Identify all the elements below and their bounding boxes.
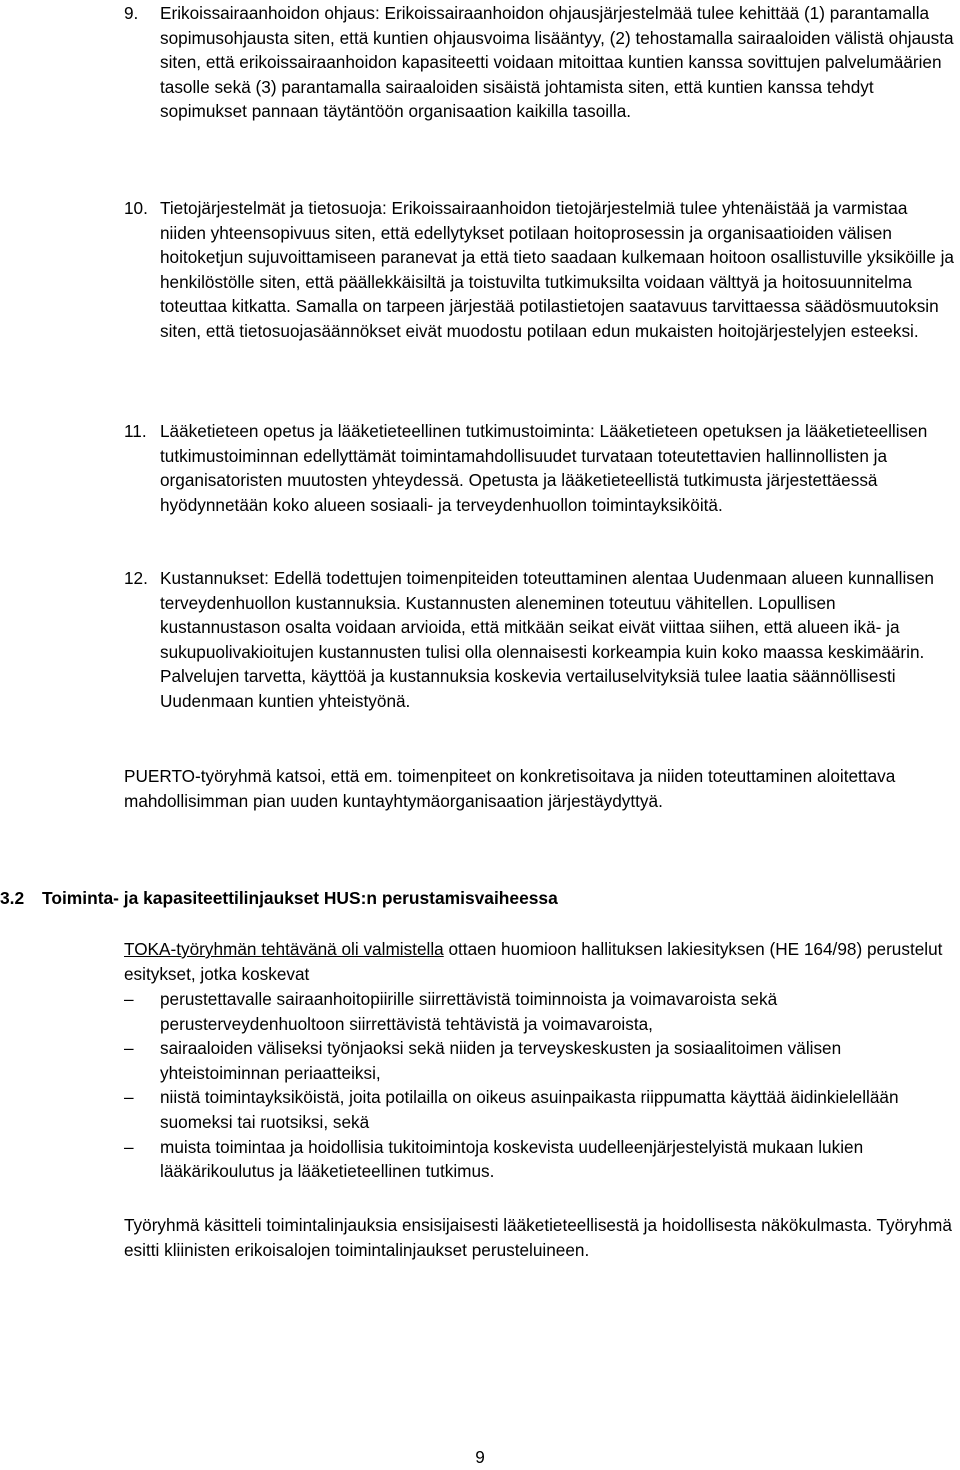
list-item-11 xyxy=(124,419,956,517)
dash-item-text: niistä toimintayksiköistä, joita potilailla on oikeus asuinpaikasta riippumatta käyttää äidinkielellään suomeksi tai ruotsiksi, sekä xyxy=(160,1087,899,1132)
dash-item-text: perustettavalle sairaanhoitopiirille siirrettävistä toiminnoista ja voimavaroista sekä perusterveydenhuoltoon siirrettävistä tehtävistä ja voimavaroista, xyxy=(160,989,778,1034)
dash-list-item xyxy=(124,1135,956,1184)
list-item-10 xyxy=(124,196,956,344)
closing-paragraph: Työryhmä käsitteli toimintalinjauksia ensisijaisesti lääketieteellisestä ja hoidollisesta näkökulmasta. Työryhmä esitti kliinisten erikoisalojen toimintalinjaukset perusteluineen. xyxy=(124,1215,952,1260)
toka-intro-underlined: TOKA-työryhmän tehtävänä oli valmistella xyxy=(124,939,444,959)
dash-bullet: – xyxy=(124,989,134,1009)
list-item-12 xyxy=(124,566,956,714)
item-text: Lääketieteen opetus ja lääketieteellinen tutkimustoiminta: Lääketieteen opetuksen ja lääketieteellisen tutkimustoiminnan edellyttämät toimintamahdollisuudet turvataan toteutettavien hallinnollisten ja organisatoristen muutosten yhteydessä. Opetusta ja lääketieteellistä tutkimusta järjestettäessä hyödynnetään koko alueen sosiaali- ja terveydenhuollon toimintayksiköitä. xyxy=(160,421,928,515)
dash-list xyxy=(124,987,956,1184)
dash-list-item xyxy=(124,987,956,1036)
section-number: 3.2 xyxy=(0,888,25,908)
item-text: Tietojärjestelmät ja tietosuoja: Erikoissairaanhoidon tietojärjestelmiä tulee yhtenäistää ja varmistaa niiden yhteensopivuus siten, että edellytykset potilaan hoitoprosessin ja organisaatioiden välisen hoitoketjun sujuvoittamiseen paranevat ja että tieto saadaan kulkemaan hoitoon osallistuville yksiköille ja henkilöstölle siten, että päällekkäisiltä ja toistuvilta tutkimuksilta voidaan välttyä ja hoitosuunnitelma toteuttaa kitkatta. Samalla on tarpeen järjestää potilastietojen saatavuus tarvittaessa säädösmuutoksin siten, että tietosuojasäännökset eivät muodostu potilaan edun mukaisten hoitojärjestelyjen esteeksi. xyxy=(160,198,954,341)
item-number: 12. xyxy=(124,568,148,588)
toka-intro-paragraph xyxy=(124,937,954,986)
section-heading xyxy=(0,886,940,911)
item-number: 9. xyxy=(124,3,139,23)
puerto-paragraph: PUERTO-työryhmä katsoi, että em. toimenpiteet on konkretisoitava ja niiden toteuttaminen aloitettava mahdollisimman pian uuden kuntayhtymäorganisaation järjestäydyttyä. xyxy=(124,766,896,811)
dash-item-text: sairaaloiden väliseksi työnjaoksi sekä niiden ja terveyskeskusten ja sosiaalitoimen välisen yhteistoiminnan periaatteiksi, xyxy=(160,1038,842,1083)
item-number: 10. xyxy=(124,198,148,218)
toka-intro-rest: ottaen huomioon hallituksen lakiesityksen (HE 164/98) perustelut esitykset, jotka koskevat xyxy=(124,939,943,984)
dash-bullet: – xyxy=(124,1087,134,1108)
item-text: Erikoissairaanhoidon ohjaus: Erikoissairaanhoidon ohjausjärjestelmää tulee kehittää (1) parantamalla sopimusohjausta siten, että kuntien ohjausvoima lisääntyy, (2) tehostamalla sairaaloiden välistä ohjausta siten, että erikoissairaanhoidon kapasiteetti voidaan mitoittaa kuntien kanssa sovittujen palvelumäärien tasolle sekä (3) parantamalla sairaaloiden sisäistä johtamista siten, että kuntien kanssa tehdyt sopimukset pannaan täytäntöön organisaation kaikilla tasoilla. xyxy=(160,3,954,122)
dash-item-text: muista toimintaa ja hoidollisia tukitoimintoja koskevista uudelleenjärjestelyistä mukaan lukien lääkärikoulutus ja lääketieteellinen tutkimus. xyxy=(160,1136,864,1182)
section-title: Toiminta- ja kapasiteettilinjaukset HUS:n perustamisvaiheessa xyxy=(42,888,558,908)
dash-bullet: – xyxy=(124,1038,134,1059)
item-number: 11. xyxy=(124,421,147,441)
list-item-9 xyxy=(124,1,956,124)
page-number: 9 xyxy=(475,1447,485,1467)
dash-list-item xyxy=(124,1036,956,1085)
item-text: Kustannukset: Edellä todettujen toimenpiteiden toteuttaminen alentaa Uudenmaan alueen kunnallisen terveydenhuollon kustannuksia. Kustannusten aleneminen toteutuu vähitellen. Lopullisen kustannustason osalta voidaan arvioida, että mitkään seikat eivät viittaa siihen, että alueen ikä- ja sukupuolivakioitujen kustannusten tulisi olla olennaisesti korkeampia kuin koko maassa keskimäärin. Palvelujen tarvetta, käyttöä ja kustannuksia koskevia vertailuselvityksiä tulee laatia säännöllisesti Uudenmaan kuntien yhteistyönä. xyxy=(160,568,934,711)
dash-bullet: – xyxy=(124,1136,134,1157)
dash-list-item xyxy=(124,1085,956,1134)
